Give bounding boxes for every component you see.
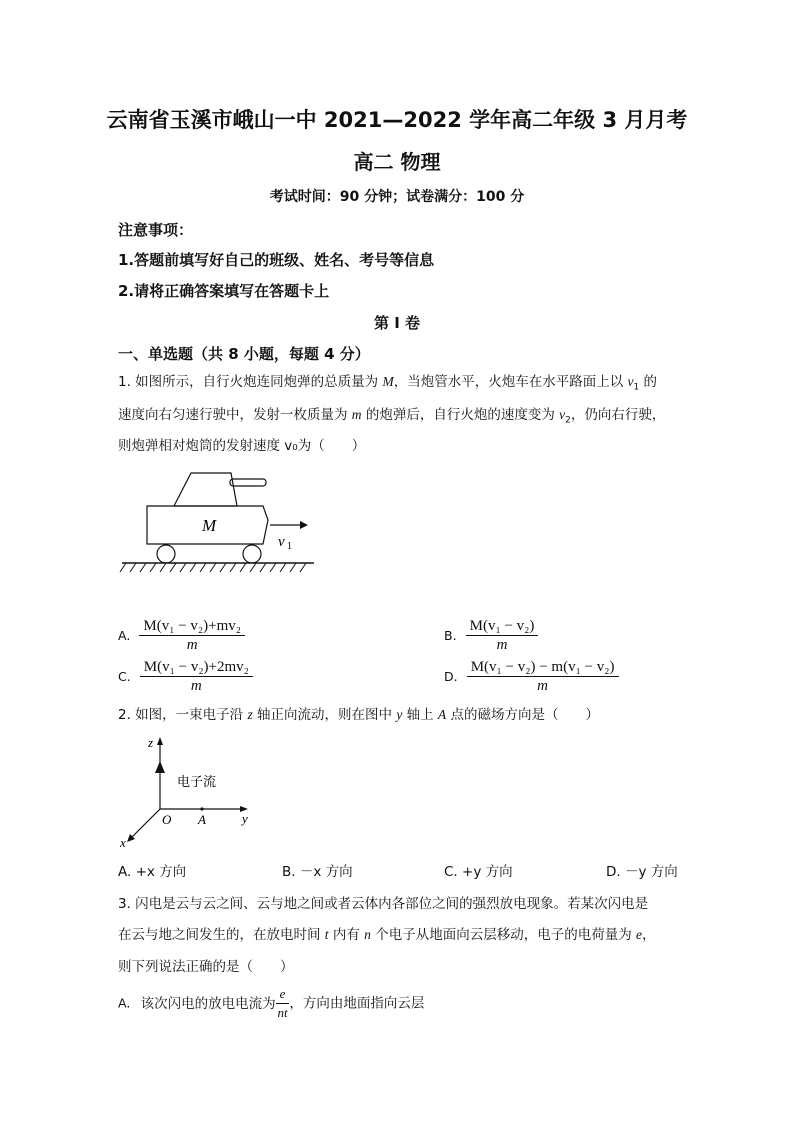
origin-label: O (162, 812, 172, 827)
q2-axis-figure (118, 733, 268, 851)
section-heading: 一、单选题（共 8 小题，每题 4 分） (118, 345, 370, 363)
q2-option-a[interactable]: A. +x 方向 (118, 864, 187, 880)
q1-stem-line-1: 1. 如图所示，自行火炮连同炮弹的总质量为 M，当炮管水平，火炮车在水平路面上以 $v_1$ 的 (118, 374, 658, 393)
q2-option-d[interactable]: D. －y 方向 (606, 864, 678, 880)
z-arrow (157, 737, 163, 745)
ground-hatching (120, 563, 306, 572)
mass-label: M (202, 516, 217, 535)
q2-option-c[interactable]: C. +y 方向 (444, 864, 513, 880)
turret (174, 473, 237, 506)
q1-option-a[interactable]: A. $\frac{\text{M(v₁ − v₂)+mv₂}}{m}$ (118, 617, 245, 654)
y-label: y (242, 811, 248, 826)
point-a-dot (200, 807, 203, 810)
barrel (230, 479, 266, 486)
exam-info: 考试时间：90 分钟；试卷满分：100 分 (269, 189, 525, 205)
note-item-1: 1.答题前填写好自己的班级、姓名、考号等信息 (118, 251, 435, 269)
q3-option-a[interactable]: A. 该次闪电的放电电流为 $\frac{e}{nt}$ ，方向由地面指向云层 (118, 986, 425, 1020)
q3-stem-line-2: 在云与地之间发生的，在放电时间 t 内有 n 个电子从地面向云层移动，电子的电荷量为 e， (118, 927, 656, 943)
q2-option-b[interactable]: B. －x 方向 (282, 864, 353, 880)
note-item-2: 2.请将正确答案填写在答题卡上 (118, 282, 330, 300)
x-axis (130, 809, 160, 839)
q1-option-d[interactable]: D. $\frac{\text{M(v₁ − v₂) − m(v₁ − v₂)}}{m}$ (444, 658, 619, 695)
notes-heading: 注意事项： (118, 221, 194, 239)
q1-option-b[interactable]: B. $\frac{\text{M(v₁ − v₂)}}{m}$ (444, 617, 538, 654)
q3-stem-line-1: 3. 闪电是云与云之间、云与地之间或者云体内各部位之间的强烈放电现象。若某次闪电是 (118, 896, 649, 912)
x-label: x (120, 835, 126, 850)
wheel-left (157, 545, 175, 563)
velocity-label: v (278, 534, 285, 550)
q1-tank-figure (118, 466, 328, 578)
electron-flow-arrow (155, 761, 165, 773)
wheel-right (243, 545, 261, 563)
q1-stem-line-2: 速度向右匀速行驶中，发射一枚质量为 m 的炮弹后，自行火炮的速度变为 $v_2$，仍向右行驶， (118, 407, 666, 426)
page-title: 云南省玉溪市峨山一中 2021—2022 学年高二年级 3 月月考 (106, 108, 688, 132)
q2-stem: 2. 如图，一束电子沿 z 轴正向流动，则在图中 y 轴上 A 点的磁场方向是（ ） (118, 707, 599, 723)
point-a-label: A (198, 812, 206, 827)
q3-stem-line-3: 则下列说法正确的是（ ） (118, 959, 294, 975)
z-label: z (148, 735, 154, 750)
subject-title: 高二 物理 (353, 150, 441, 174)
q1-stem-line-3: 则炮弹相对炮筒的发射速度 v₀为（ ） (118, 438, 366, 454)
volume-label: 第 I 卷 (373, 314, 421, 332)
q1-option-c[interactable]: C. $\frac{\text{M(v₁ − v₂)+2mv₂}}{m}$ (118, 658, 253, 695)
velocity-subscript: 1 (287, 541, 292, 552)
electron-flow-label: 电子流 (177, 775, 217, 790)
arrow-head (300, 521, 308, 529)
